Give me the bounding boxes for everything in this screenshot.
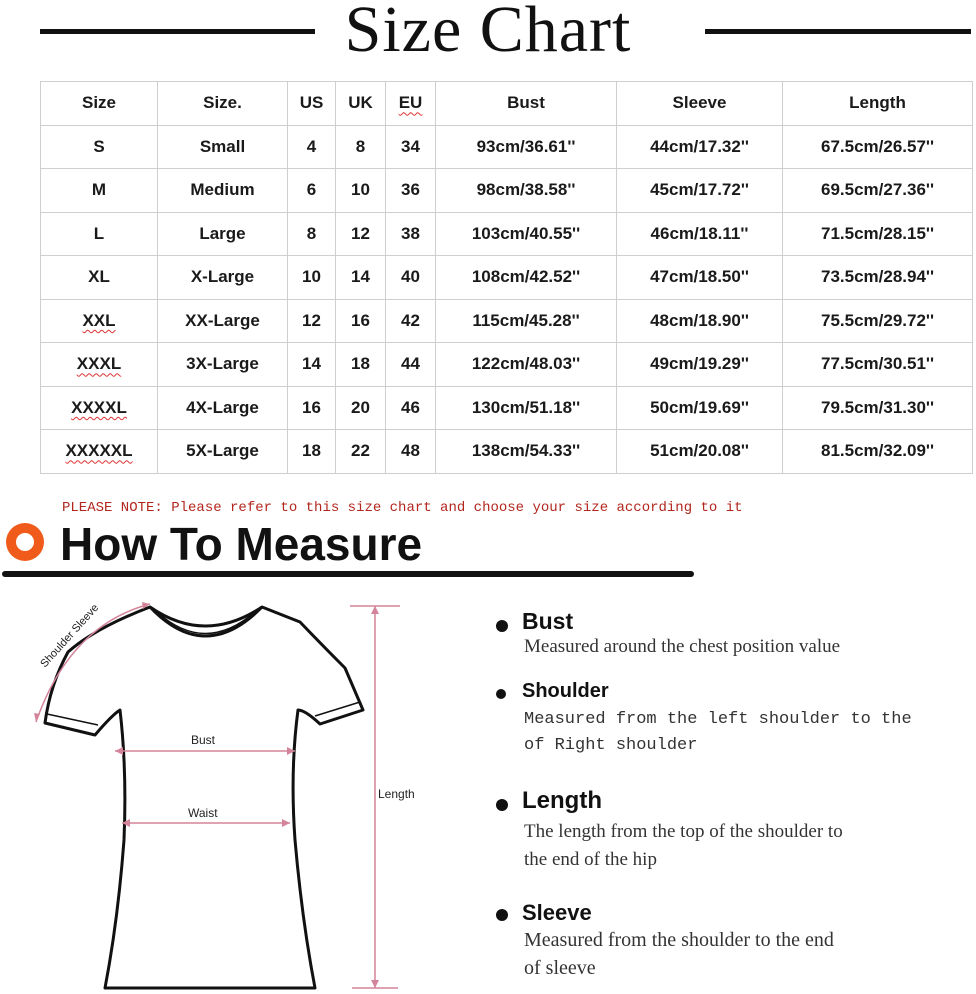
header-us: US bbox=[288, 82, 336, 126]
measure-item-desc: the end of the hip bbox=[524, 849, 657, 870]
cell-sleeve: 46cm/18.11'' bbox=[617, 212, 783, 256]
shoulder-sleeve-label: Shoulder Sleeve bbox=[38, 601, 102, 671]
cell-size-name: XX-Large bbox=[158, 299, 288, 343]
header-length: Length bbox=[783, 82, 973, 126]
cell-eu: 42 bbox=[386, 299, 436, 343]
cell-size-name: X-Large bbox=[158, 256, 288, 300]
tshirt-outline bbox=[45, 607, 363, 988]
page-title: Size Chart bbox=[344, 0, 632, 66]
table-header-row bbox=[41, 82, 973, 126]
circle-bullet-icon bbox=[6, 523, 44, 561]
header-size: Size bbox=[41, 82, 158, 126]
cell-size: L bbox=[41, 212, 158, 256]
cell-sleeve: 48cm/18.90'' bbox=[617, 299, 783, 343]
measure-rule bbox=[2, 571, 694, 577]
cell-size-name: Large bbox=[158, 212, 288, 256]
bullet-dot-icon bbox=[496, 620, 508, 632]
cell-bust: 103cm/40.55'' bbox=[436, 212, 617, 256]
cell-size: S bbox=[41, 125, 158, 169]
cell-bust: 122cm/48.03'' bbox=[436, 343, 617, 387]
bust-label: Bust bbox=[191, 733, 216, 747]
cell-uk: 16 bbox=[336, 299, 386, 343]
cell-us: 18 bbox=[288, 430, 336, 474]
cell-eu: 48 bbox=[386, 430, 436, 474]
cell-sleeve: 49cm/19.29'' bbox=[617, 343, 783, 387]
size-note: PLEASE NOTE: Please refer to this size chart and choose your size according to it bbox=[62, 500, 743, 516]
measure-item-desc: Measured from the left shoulder to the bbox=[524, 710, 912, 729]
cell-sleeve: 47cm/18.50'' bbox=[617, 256, 783, 300]
header-size-name: Size. bbox=[158, 82, 288, 126]
table-row bbox=[41, 386, 973, 430]
table-row bbox=[41, 125, 973, 169]
cell-us: 4 bbox=[288, 125, 336, 169]
cell-length: 75.5cm/29.72'' bbox=[783, 299, 973, 343]
cell-uk: 22 bbox=[336, 430, 386, 474]
cell-size: XXXL bbox=[41, 343, 158, 387]
cell-length: 79.5cm/31.30'' bbox=[783, 386, 973, 430]
cell-length: 81.5cm/32.09'' bbox=[783, 430, 973, 474]
cell-size-name: 5X-Large bbox=[158, 430, 288, 474]
cell-length: 71.5cm/28.15'' bbox=[783, 212, 973, 256]
waist-label: Waist bbox=[188, 806, 218, 820]
tshirt-collar bbox=[150, 607, 262, 636]
tshirt-collar-inner bbox=[157, 612, 255, 634]
table-row bbox=[41, 430, 973, 474]
bullet-dot-icon bbox=[496, 799, 508, 811]
measure-item-heading: Sleeve bbox=[522, 900, 592, 925]
cell-eu: 38 bbox=[386, 212, 436, 256]
cell-uk: 10 bbox=[336, 169, 386, 213]
cell-uk: 12 bbox=[336, 212, 386, 256]
length-label: Length bbox=[378, 787, 415, 801]
header-bust: Bust bbox=[436, 82, 617, 126]
cell-bust: 93cm/36.61'' bbox=[436, 125, 617, 169]
cell-us: 14 bbox=[288, 343, 336, 387]
cell-us: 16 bbox=[288, 386, 336, 430]
cell-size: XXXXXL bbox=[41, 430, 158, 474]
table-row bbox=[41, 256, 973, 300]
cell-eu: 40 bbox=[386, 256, 436, 300]
measure-item-heading: Shoulder bbox=[522, 680, 609, 702]
cell-us: 12 bbox=[288, 299, 336, 343]
cell-length: 69.5cm/27.36'' bbox=[783, 169, 973, 213]
table-row bbox=[41, 343, 973, 387]
cell-bust: 115cm/45.28'' bbox=[436, 299, 617, 343]
cell-size: M bbox=[41, 169, 158, 213]
cell-bust: 108cm/42.52'' bbox=[436, 256, 617, 300]
cell-sleeve: 44cm/17.32'' bbox=[617, 125, 783, 169]
cell-eu: 46 bbox=[386, 386, 436, 430]
measure-item-desc: The length from the top of the shoulder to bbox=[524, 821, 843, 842]
tshirt-diagram bbox=[0, 590, 470, 994]
cell-bust: 98cm/38.58'' bbox=[436, 169, 617, 213]
measure-item-desc: of sleeve bbox=[524, 957, 596, 979]
cell-sleeve: 51cm/20.08'' bbox=[617, 430, 783, 474]
cell-eu: 36 bbox=[386, 169, 436, 213]
measure-item-heading: Bust bbox=[522, 608, 574, 634]
cell-size-name: Small bbox=[158, 125, 288, 169]
cell-size: XXXXL bbox=[41, 386, 158, 430]
measure-item-heading: Length bbox=[522, 787, 602, 814]
measure-title: How To Measure bbox=[60, 518, 423, 570]
cell-size-name: 4X-Large bbox=[158, 386, 288, 430]
table-row bbox=[41, 169, 973, 213]
bullet-dot-icon bbox=[496, 689, 506, 699]
measure-item-desc: Measured from the shoulder to the end bbox=[524, 929, 834, 951]
cell-eu: 34 bbox=[386, 125, 436, 169]
table-row bbox=[41, 212, 973, 256]
cell-us: 6 bbox=[288, 169, 336, 213]
cell-us: 8 bbox=[288, 212, 336, 256]
cell-sleeve: 50cm/19.69'' bbox=[617, 386, 783, 430]
header-uk: UK bbox=[336, 82, 386, 126]
cell-us: 10 bbox=[288, 256, 336, 300]
cell-size: XXL bbox=[41, 299, 158, 343]
cell-bust: 130cm/51.18'' bbox=[436, 386, 617, 430]
header-sleeve: Sleeve bbox=[617, 82, 783, 126]
left-sleeve-hem bbox=[47, 714, 98, 725]
cell-uk: 8 bbox=[336, 125, 386, 169]
cell-uk: 18 bbox=[336, 343, 386, 387]
cell-length: 77.5cm/30.51'' bbox=[783, 343, 973, 387]
measure-item-desc: Measured around the chest position value bbox=[524, 636, 841, 657]
cell-size-name: 3X-Large bbox=[158, 343, 288, 387]
cell-length: 67.5cm/26.57'' bbox=[783, 125, 973, 169]
measure-item-desc: of Right shoulder bbox=[524, 736, 698, 755]
cell-bust: 138cm/54.33'' bbox=[436, 430, 617, 474]
cell-size: XL bbox=[41, 256, 158, 300]
cell-size-name: Medium bbox=[158, 169, 288, 213]
cell-length: 73.5cm/28.94'' bbox=[783, 256, 973, 300]
size-table bbox=[40, 81, 973, 474]
cell-uk: 14 bbox=[336, 256, 386, 300]
header-eu: EU bbox=[386, 82, 436, 126]
table-row bbox=[41, 299, 973, 343]
cell-uk: 20 bbox=[336, 386, 386, 430]
cell-eu: 44 bbox=[386, 343, 436, 387]
bullet-dot-icon bbox=[496, 909, 508, 921]
cell-sleeve: 45cm/17.72'' bbox=[617, 169, 783, 213]
